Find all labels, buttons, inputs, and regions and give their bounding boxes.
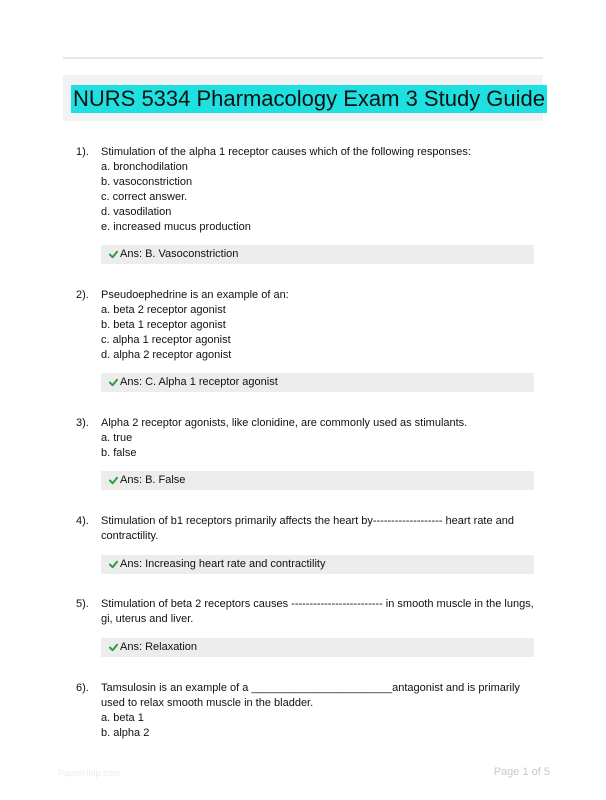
question-number: 6). xyxy=(76,682,89,694)
footer-watermark: PaperHelp.com xyxy=(58,768,121,778)
checkmark-icon xyxy=(109,378,118,387)
option-c: c. alpha 1 receptor agonist xyxy=(101,334,231,346)
option-c: c. correct answer. xyxy=(101,191,188,203)
question-text: Stimulation of the alpha 1 receptor causes which of the following responses: xyxy=(101,146,471,158)
option-e: e. increased mucus production xyxy=(101,221,251,233)
answer-box-2 xyxy=(101,373,534,392)
question-text: Alpha 2 receptor agonists, like clonidine, are commonly used as stimulants. xyxy=(101,417,468,429)
option-a: a. bronchodilation xyxy=(101,161,188,173)
answer-box-5 xyxy=(101,638,534,657)
answer-text: Ans: C. Alpha 1 receptor agonist xyxy=(120,376,278,388)
checkmark-icon xyxy=(109,250,118,259)
option-b: b. alpha 2 xyxy=(101,727,150,739)
question-number: 4). xyxy=(76,515,89,527)
answer-text: Ans: B. False xyxy=(120,474,186,486)
question-number: 1). xyxy=(76,146,89,158)
checkmark-icon xyxy=(109,560,118,569)
answer-box-4 xyxy=(101,555,534,574)
question-text: Stimulation of b1 receptors primarily affects the heart by------------------- heart rate and contractility. xyxy=(101,515,515,542)
question-number: 2). xyxy=(76,289,89,301)
option-b: b. beta 1 receptor agonist xyxy=(101,319,226,331)
answer-text: Ans: B. Vasoconstriction xyxy=(120,248,239,260)
answer-text: Ans: Relaxation xyxy=(120,641,198,653)
option-a: a. beta 1 xyxy=(101,712,144,724)
page-number: Page 1 of 5 xyxy=(493,766,550,778)
checkmark-icon xyxy=(109,643,118,652)
option-a: a. beta 2 receptor agonist xyxy=(101,304,226,316)
option-b: b. false xyxy=(101,447,137,459)
question-number: 5). xyxy=(76,598,89,610)
top-divider xyxy=(63,57,543,59)
title-banner xyxy=(63,75,546,121)
question-text: Tamsulosin is an example of a _______________________antagonist and is primarily used to relax smooth muscle in the bladder. xyxy=(101,682,520,709)
answer-box-1 xyxy=(101,245,534,264)
option-b: b. vasoconstriction xyxy=(101,176,193,188)
answer-box-3 xyxy=(101,471,534,490)
checkmark-icon xyxy=(109,476,118,485)
option-d: d. vasodilation xyxy=(101,206,172,218)
question-number: 3). xyxy=(76,417,89,429)
option-a: a. true xyxy=(101,432,133,444)
answer-text: Ans: Increasing heart rate and contractility xyxy=(120,558,326,570)
question-text: Stimulation of beta 2 receptors causes ------------------------- in smooth muscle in the lungs, gi, uterus and liver. xyxy=(101,598,534,625)
question-text: Pseudoephedrine is an example of an: xyxy=(101,289,289,301)
page-title: NURS 5334 Pharmacology Exam 3 Study Guide xyxy=(73,86,546,111)
option-d: d. alpha 2 receptor agonist xyxy=(101,349,232,361)
